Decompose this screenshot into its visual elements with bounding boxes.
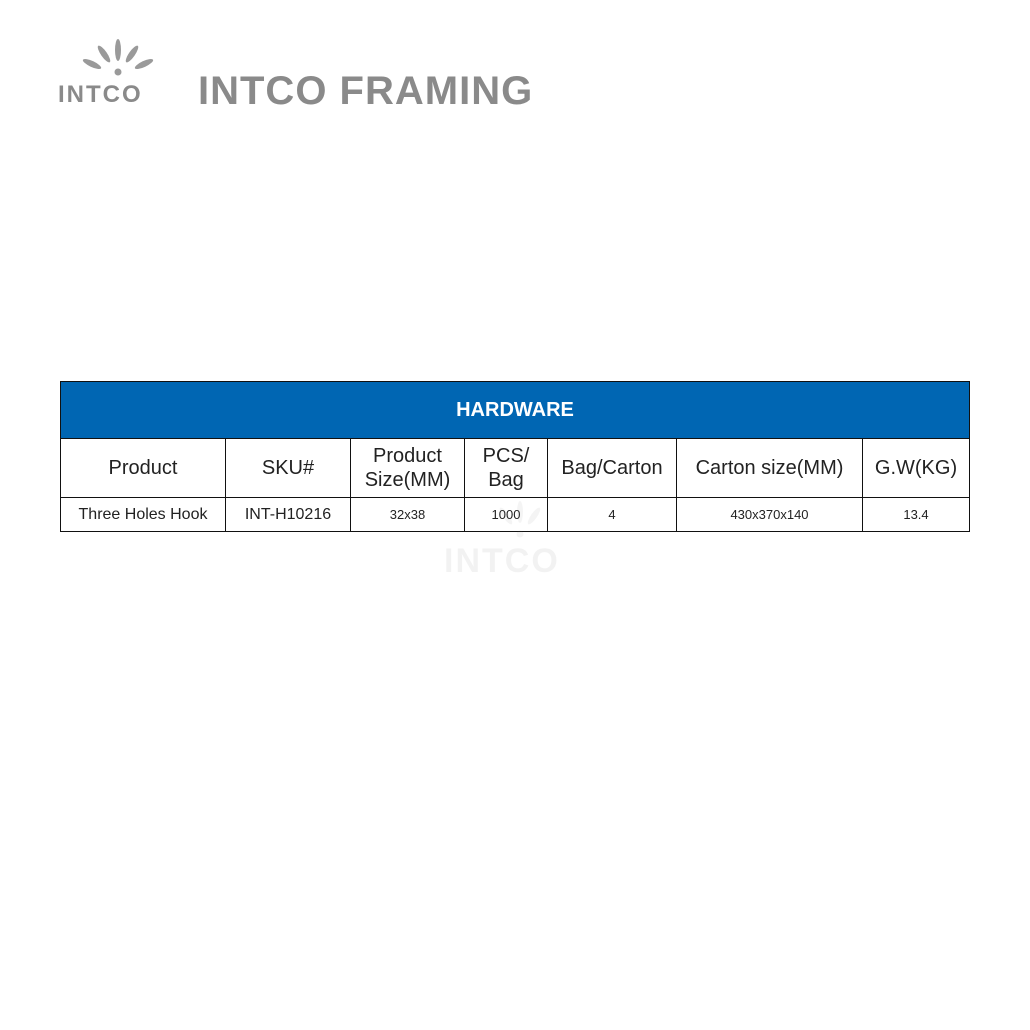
- column-header-pcs-bag: [465, 439, 548, 498]
- brand-name: INTCO FRAMING: [198, 69, 534, 113]
- watermark-text: INTCO: [444, 542, 560, 580]
- column-header-bag-carton: Bag/Carton: [548, 439, 677, 498]
- cell-product-size: 32x38: [351, 498, 465, 532]
- column-header-sku: SKU#: [226, 439, 351, 498]
- column-header-product-size: [351, 439, 465, 498]
- table-header-row: [61, 439, 970, 498]
- column-header-product-size-line1: Product: [373, 445, 442, 467]
- column-header-product: Product: [61, 439, 226, 498]
- cell-pcs-bag: 1000: [465, 498, 548, 532]
- hardware-spec-table: [60, 381, 970, 532]
- logo-wordmark: INTCO: [58, 81, 143, 108]
- cell-gross-weight: 13.4: [863, 498, 970, 532]
- cell-bag-carton: 4: [548, 498, 677, 532]
- cell-sku: INT-H10216: [226, 498, 351, 532]
- column-header-pcs-bag-line1: PCS/: [482, 445, 530, 467]
- table-row: [61, 498, 970, 532]
- column-header-gross-weight: G.W(KG): [863, 439, 970, 498]
- intco-logo: [58, 38, 178, 110]
- cell-product: Three Holes Hook: [61, 498, 226, 532]
- sunburst-logo-icon: [74, 38, 162, 82]
- table-title-row: [61, 382, 970, 439]
- column-header-pcs-bag-line2: Bag: [488, 469, 524, 491]
- table-title: HARDWARE: [61, 382, 970, 439]
- column-header-carton-size: Carton size(MM): [677, 439, 863, 498]
- column-header-product-size-line2: Size(MM): [364, 469, 451, 491]
- cell-carton-size: 430x370x140: [677, 498, 863, 532]
